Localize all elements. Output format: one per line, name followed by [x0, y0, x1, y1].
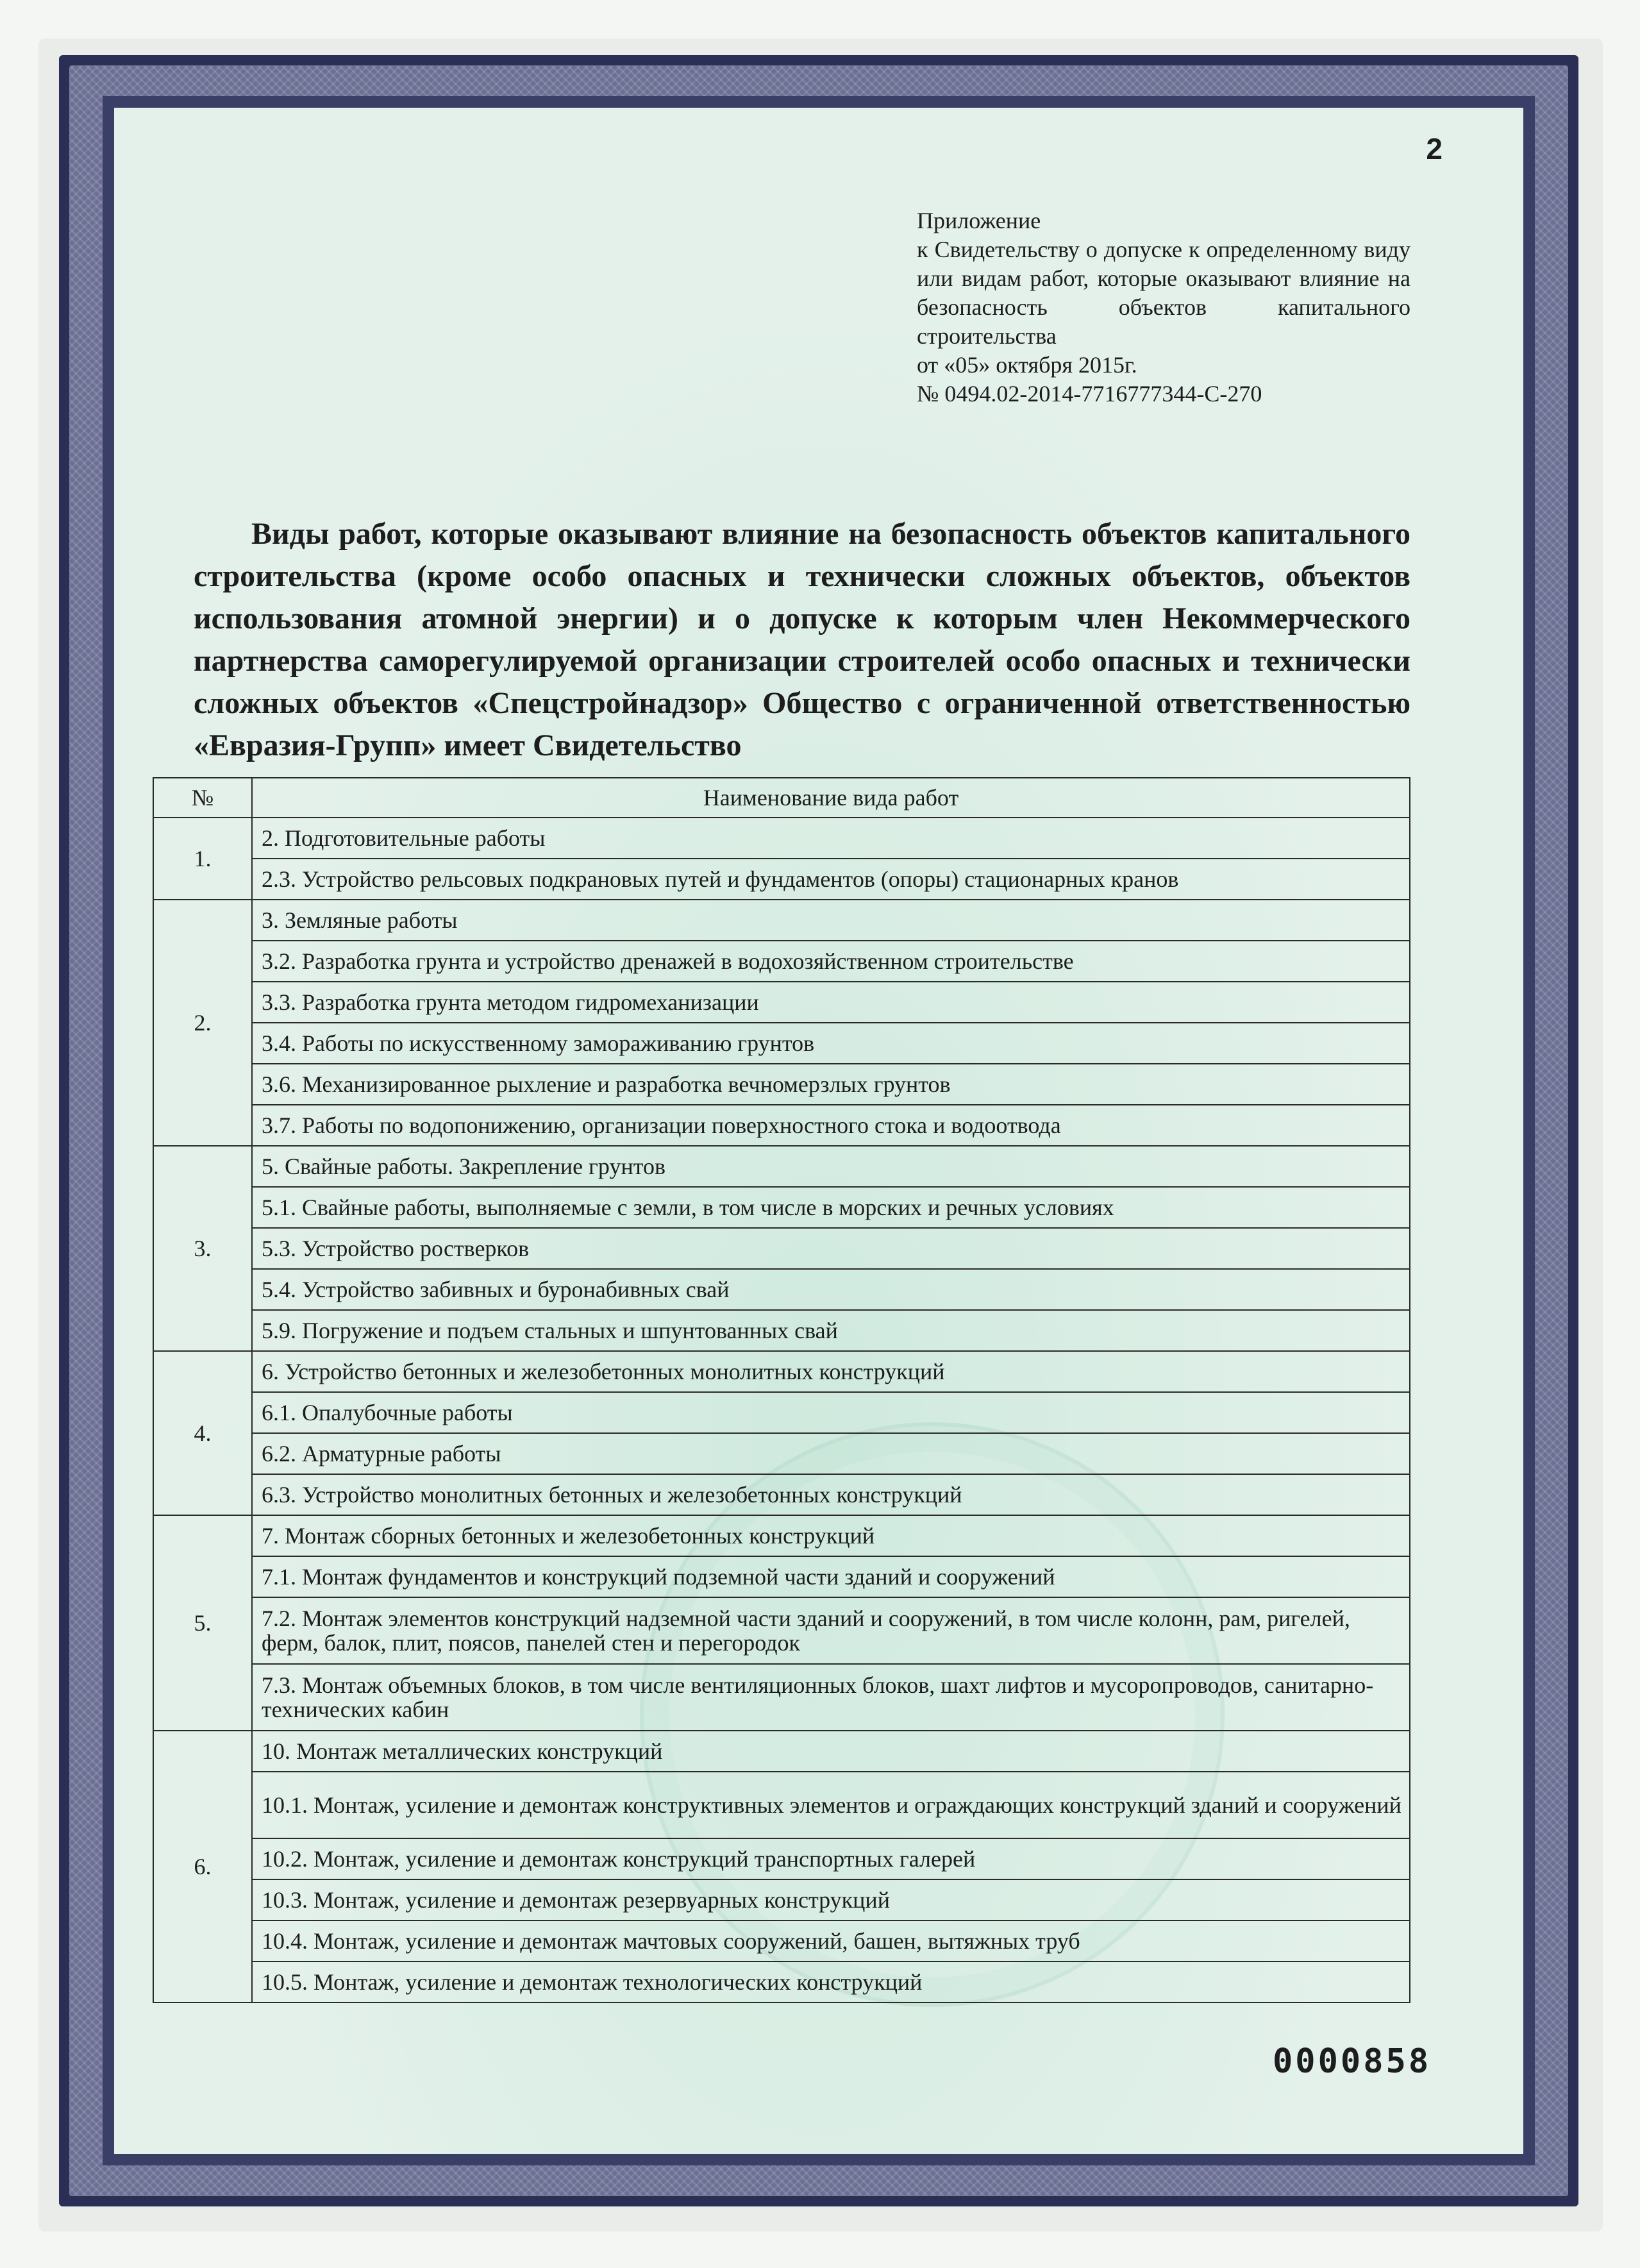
work-type-cell: 2.3. Устройство рельсовых подкрановых путей и фундаментов (опоры) стационарных кранов: [252, 859, 1410, 900]
group-number-cell: 1.: [153, 818, 252, 900]
table-row: [153, 1515, 1410, 1556]
table-row: [153, 1433, 1410, 1474]
appendix-title: Приложение: [917, 208, 1041, 233]
table-row: [153, 1474, 1410, 1515]
table-row: [153, 1351, 1410, 1392]
group-number-cell: 6.: [153, 1731, 252, 2003]
table-row: [153, 1961, 1410, 2003]
table-row: [153, 818, 1410, 859]
work-type-cell: 6.1. Опалубочные работы: [252, 1392, 1410, 1433]
table-row: [153, 1879, 1410, 1920]
work-type-cell: 6.3. Устройство монолитных бетонных и железобетонных конструкций: [252, 1474, 1410, 1515]
work-type-cell: 5.3. Устройство ростверков: [252, 1228, 1410, 1269]
work-type-cell: 7.1. Монтаж фундаментов и конструкций подземной части зданий и сооружений: [252, 1556, 1410, 1597]
table-row: [153, 1597, 1410, 1664]
appendix-number: № 0494.02-2014-7716777344-С-270: [917, 381, 1262, 407]
table-row: [153, 1187, 1410, 1228]
group-number-cell: 2.: [153, 900, 252, 1146]
works-table: [153, 777, 1410, 2003]
document-serial-number: 0000858: [1273, 2042, 1432, 2081]
work-type-cell: 3.4. Работы по искусственному замораживанию грунтов: [252, 1023, 1410, 1064]
work-type-cell: 5.1. Свайные работы, выполняемые с земли, в том числе в морских и речных условиях: [252, 1187, 1410, 1228]
work-type-cell: 10. Монтаж металлических конструкций: [252, 1731, 1410, 1772]
table-row: [153, 1772, 1410, 1838]
group-number-cell: 3.: [153, 1146, 252, 1351]
group-number-cell: 4.: [153, 1351, 252, 1515]
table-row: [153, 1556, 1410, 1597]
work-type-cell: 10.1. Монтаж, усиление и демонтаж конструктивных элементов и ограждающих конструкций зданий и сооружений: [252, 1772, 1410, 1838]
table-row: [153, 1664, 1410, 1731]
table-row: [153, 1269, 1410, 1310]
work-type-cell: 3.6. Механизированное рыхление и разработка вечномерзлых грунтов: [252, 1064, 1410, 1105]
table-row: [153, 1920, 1410, 1961]
table-row: [153, 982, 1410, 1023]
work-type-cell: 6. Устройство бетонных и железобетонных монолитных конструкций: [252, 1351, 1410, 1392]
table-row: [153, 1310, 1410, 1351]
table-row: [153, 1838, 1410, 1879]
table-row: [153, 1731, 1410, 1772]
work-type-cell: 2. Подготовительные работы: [252, 818, 1410, 859]
table-row: [153, 1023, 1410, 1064]
work-type-cell: 6.2. Арматурные работы: [252, 1433, 1410, 1474]
table-row: [153, 1228, 1410, 1269]
work-type-cell: 10.3. Монтаж, усиление и демонтаж резервуарных конструкций: [252, 1879, 1410, 1920]
work-type-cell: 3.2. Разработка грунта и устройство дренажей в водохозяйственном строительстве: [252, 941, 1410, 982]
work-type-cell: 10.2. Монтаж, усиление и демонтаж конструкций транспортных галерей: [252, 1838, 1410, 1879]
work-type-cell: 7.2. Монтаж элементов конструкций надземной части зданий и сооружений, в том числе колонн, рам, ригелей, ферм, балок, плит, поясов, панелей стен и перегородок: [252, 1597, 1410, 1664]
page-number: 2: [1426, 132, 1443, 165]
document-heading: Виды работ, которые оказывают влияние на безопасность объектов капитального строительства (кроме особо опасных и технически сложных объектов, объектов использования атомной энергии) и о допуске к которым член Некоммерческого партнерства саморегулируемой организации строителей особо опасных и технически сложных объектов «Спецстройнадзор» Общество с ограниченной ответственностью «Евразия-Групп» имеет Свидетельство: [194, 517, 1410, 762]
table-row: [153, 1105, 1410, 1146]
column-header-name: Наименование вида работ: [252, 778, 1410, 818]
column-header-number: №: [153, 778, 252, 818]
appendix-date: от «05» октября 2015г.: [917, 352, 1137, 378]
table-row: [153, 941, 1410, 982]
table-row: [153, 1392, 1410, 1433]
work-type-cell: 5. Свайные работы. Закрепление грунтов: [252, 1146, 1410, 1187]
work-type-cell: 7.3. Монтаж объемных блоков, в том числе вентиляционных блоков, шахт лифтов и мусоропроводов, санитарно-технических кабин: [252, 1664, 1410, 1731]
table-row: [153, 859, 1410, 900]
table-row: [153, 900, 1410, 941]
work-type-cell: 3.7. Работы по водопонижению, организации поверхностного стока и водоотвода: [252, 1105, 1410, 1146]
table-row: [153, 1064, 1410, 1105]
table-body: [153, 818, 1410, 2003]
work-type-cell: 5.4. Устройство забивных и буронабивных свай: [252, 1269, 1410, 1310]
appendix-reference: к Свидетельству о допуске к определенному виду или видам работ, которые оказывают влияние на безопасность объектов капитального строительства: [917, 237, 1410, 349]
work-type-cell: 5.9. Погружение и подъем стальных и шпунтованных свай: [252, 1310, 1410, 1351]
group-number-cell: 5.: [153, 1515, 252, 1731]
work-type-cell: 3. Земляные работы: [252, 900, 1410, 941]
work-type-cell: 3.3. Разработка грунта методом гидромеханизации: [252, 982, 1410, 1023]
work-type-cell: 10.4. Монтаж, усиление и демонтаж мачтовых сооружений, башен, вытяжных труб: [252, 1920, 1410, 1961]
appendix-header: [917, 206, 1410, 408]
work-type-cell: 10.5. Монтаж, усиление и демонтаж технологических конструкций: [252, 1961, 1410, 2003]
table-row: [153, 1146, 1410, 1187]
table-header-row: [153, 778, 1410, 818]
work-type-cell: 7. Монтаж сборных бетонных и железобетонных конструкций: [252, 1515, 1410, 1556]
